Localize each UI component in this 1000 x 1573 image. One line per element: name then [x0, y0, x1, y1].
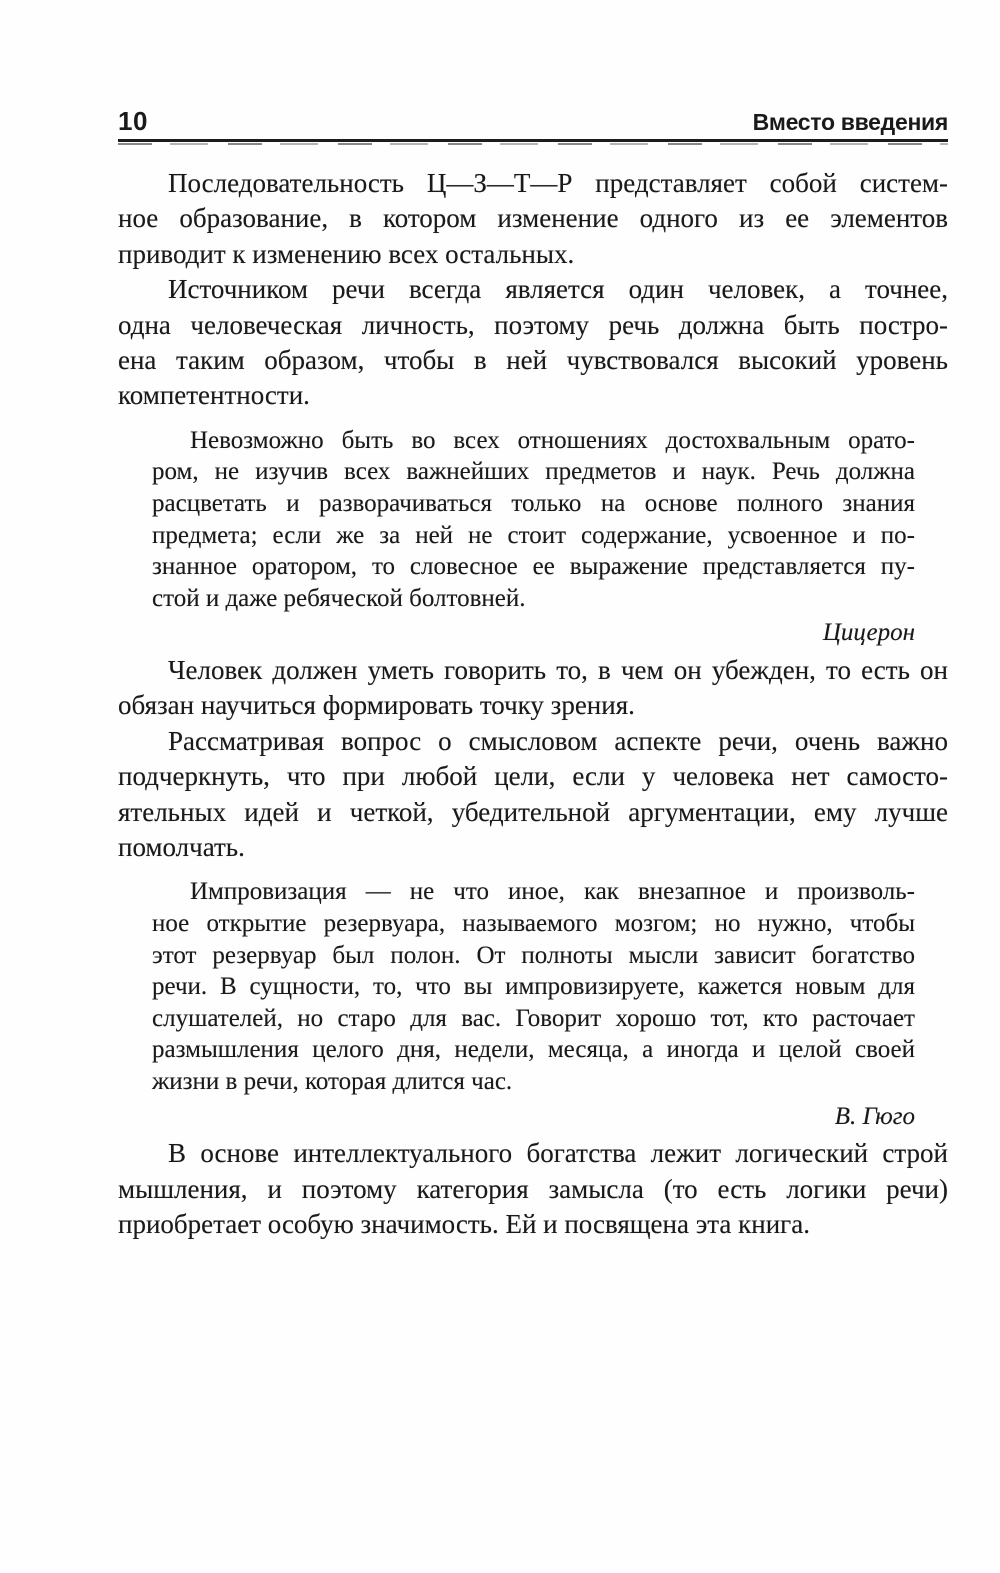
text-line: ное образование, в котором изменение одного из ее элементов — [118, 203, 948, 234]
text-line: Невозможно быть во всех отношениях достохвальным орато- — [190, 426, 915, 454]
text-line: стой и даже ребяческой болтовней. — [152, 584, 526, 612]
header-rule — [118, 139, 948, 145]
text-line: одна человеческая личность, поэтому речь должна быть постро- — [118, 309, 948, 340]
text-line: размышления целого дня, недели, месяца, а иногда и целой своей — [152, 1036, 915, 1064]
header-rule-line — [118, 139, 948, 142]
text-line: приводит к изменению всех остальных. — [118, 238, 575, 269]
text-line: подчеркнуть, что при любой цели, если у человека нет самосто- — [118, 761, 948, 792]
quote-attribution: В. Гюго — [834, 1102, 915, 1130]
text-line: этот резервуар был полон. От полноты мысли зависит богатство — [152, 941, 915, 969]
header-rule-scan-artifact — [118, 143, 948, 145]
text-line: знанное оратором, то словесное ее выражение представляется пу- — [152, 553, 915, 581]
text-line: предмета; если же за ней не стоит содержание, усвоенное и по- — [152, 521, 915, 549]
text-line: ена таким образом, чтобы в ней чувствовался высокий уровень — [118, 345, 948, 376]
block-quote — [152, 876, 915, 1132]
text-line: обязан научиться формировать точку зрения. — [118, 690, 635, 721]
quote-attribution: Цицерон — [822, 619, 915, 647]
text-line: ром, не изучив всех важнейших предметов и наук. Речь должна — [152, 458, 915, 486]
text-line: Последовательность Ц—З—Т—Р представляет собой систем- — [168, 168, 948, 198]
text-line: мышления, и поэтому категория замысла (то есть логики речи) — [118, 1173, 948, 1204]
block-quote — [152, 425, 915, 649]
text-line: компетентности. — [118, 380, 310, 411]
text-line: Импровизация — не что иное, как внезапное и произволь- — [190, 878, 915, 906]
running-title: Вместо введения — [752, 109, 948, 135]
text-line: жизни в речи, которая длится час. — [152, 1068, 513, 1095]
text-line: ятельных идей и четкой, убедительной аргументации, ему лучше — [118, 796, 948, 827]
page-body — [118, 166, 948, 1242]
text-line: приобретает особую значимость. Ей и посвящена эта книга. — [118, 1209, 810, 1239]
text-line: Рассматривая вопрос о смысловом аспекте речи, очень важно — [168, 725, 948, 756]
text-line: В основе интеллектуального богатства лежит логический строй — [168, 1138, 948, 1169]
text-line: слушателей, но старо для вас. Говорит хорошо тот, кто расточает — [152, 1004, 915, 1032]
text-line: расцветать и разворачиваться только на основе полного знания — [152, 490, 915, 518]
paragraph — [118, 166, 948, 272]
paragraph — [118, 1136, 948, 1242]
running-header — [118, 106, 948, 137]
text-line: Источником речи всегда является один человек, а точнее, — [168, 274, 948, 305]
text-line: Человек должен уметь говорить то, в чем он убежден, то есть он — [168, 655, 948, 685]
text-line: ное открытие резервуара, называемого мозгом; но нужно, чтобы — [152, 910, 915, 938]
paragraph — [118, 272, 948, 414]
page-number: 10 — [118, 106, 148, 136]
paragraph — [118, 724, 948, 866]
text-line: помолчать. — [118, 832, 245, 863]
text-line: речи. В сущности, то, что вы импровизируете, кажется новым для — [152, 973, 915, 1001]
paragraph — [118, 653, 948, 724]
